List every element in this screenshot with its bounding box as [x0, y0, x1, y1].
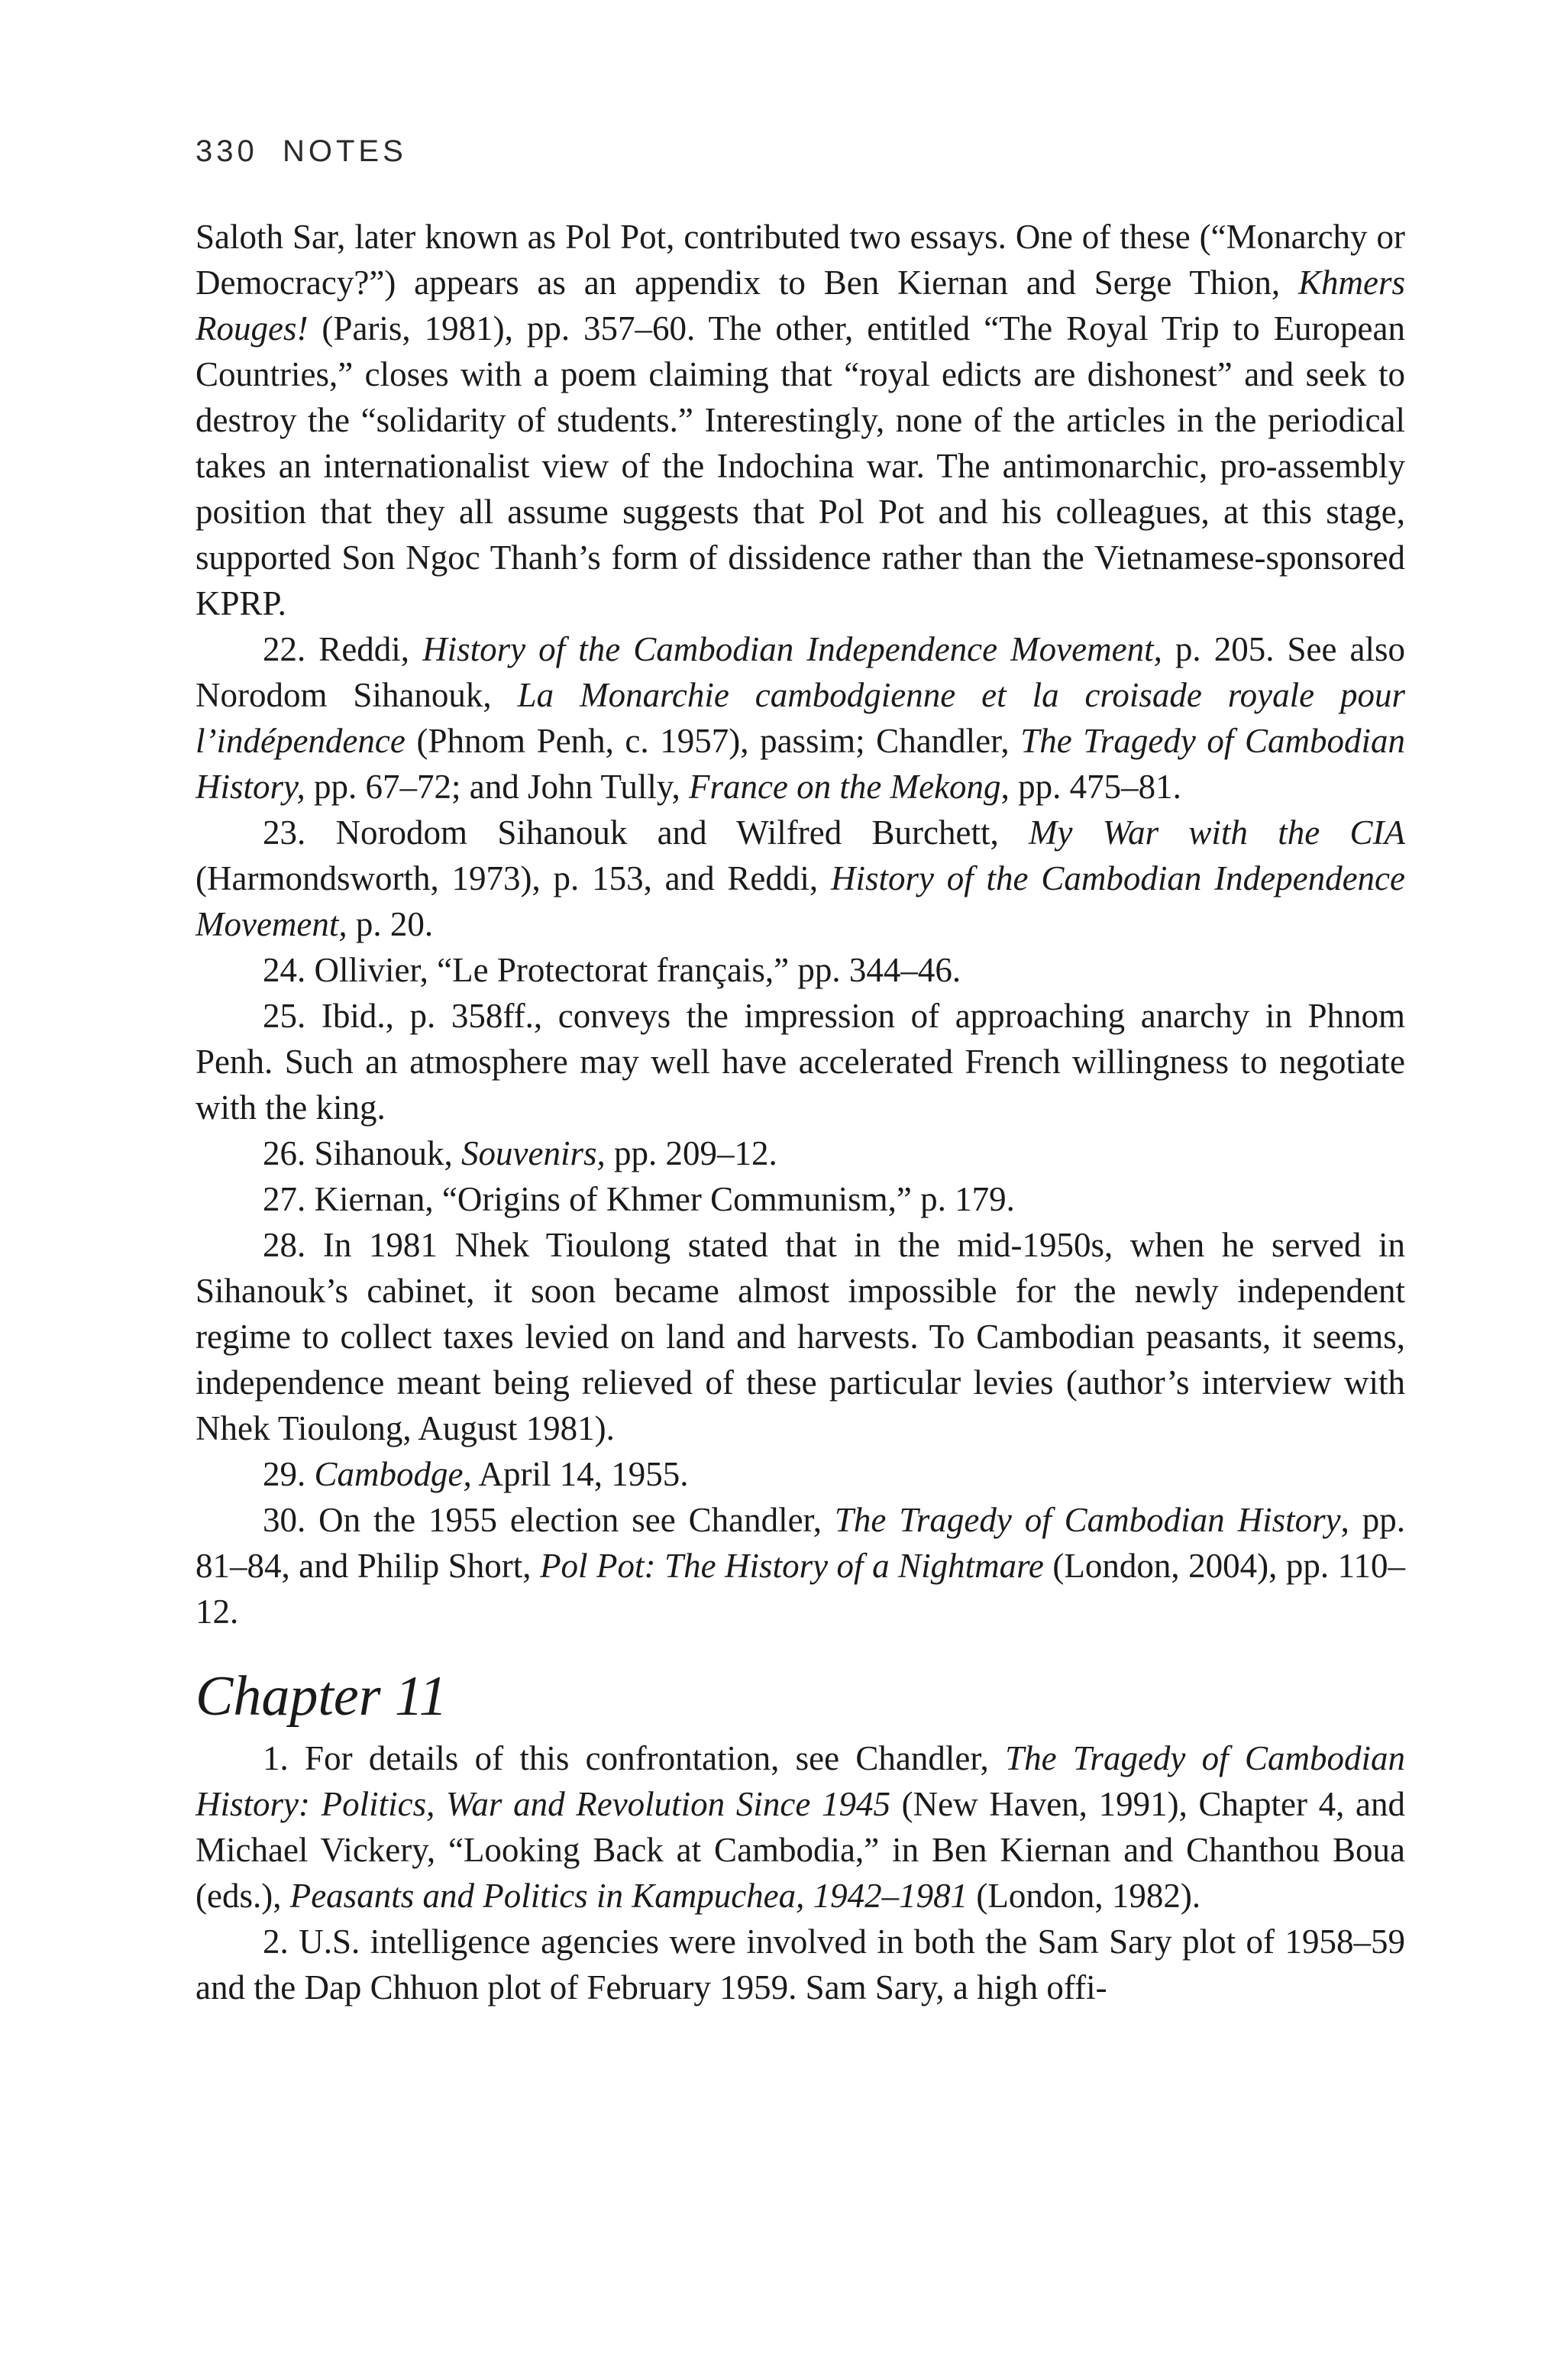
italic-text: Souvenirs,	[461, 1134, 606, 1172]
note-23	[196, 810, 1405, 947]
note-text: (Phnom Penh, c. 1957), passim; Chandler,	[405, 722, 1021, 760]
chapter-11-note-1	[196, 1735, 1405, 1919]
book-page	[196, 128, 1405, 2010]
note-text: 23. Norodom Sihanouk and Wilfred Burchett,	[263, 813, 1029, 852]
note-text: (New Haven, 1991), Chapter 4, and Michael Vickery, “Looking Back at Cambodia,” in Ben Kiernan and Chanthou Boua (eds.),	[196, 1785, 1405, 1915]
note-text: 29.	[263, 1455, 315, 1493]
italic-text: Khmers Rouges!	[196, 264, 1405, 348]
italic-text: Cambodge,	[314, 1455, 472, 1493]
note-text: April 14, 1955.	[471, 1455, 689, 1493]
note-26	[196, 1130, 1405, 1176]
note-30	[196, 1497, 1405, 1635]
note-text: (London, 2004), pp. 110–12.	[196, 1547, 1405, 1631]
note-text: 26. Sihanouk,	[263, 1134, 462, 1172]
running-head	[196, 128, 1405, 174]
note-28	[196, 1222, 1405, 1451]
note-text: 25. Ibid., p. 358ff., conveys the impression of approaching anarchy in Phnom Penh. Such an atmosphere may well have accelerated French willingness to negotiate with the king.	[196, 997, 1405, 1127]
italic-text: History of the Cambodian Independence Movement,	[196, 859, 1406, 943]
italic-text: Pol Pot: The History of a Nightmare	[540, 1547, 1044, 1585]
note-24	[196, 947, 1405, 993]
note-text: 2. U.S. intelligence agencies were involved in both the Sam Sary plot of 1958–59 and the Dap Chhuon plot of February 1959. Sam Sary, a high offi-	[196, 1922, 1405, 2007]
note-text: 28. In 1981 Nhek Tioulong stated that in the mid-1950s, when he served in Sihanouk’s cabinet, it soon became almost impossible for the newly independent regime to collect taxes levied on land and harvests. To Cambodian peasants, it seems, independence meant being relieved of these particular levies (author’s interview with Nhek Tioulong, August 1981).	[196, 1226, 1405, 1447]
note-text: p. 205. See also Norodom Sihanouk,	[196, 630, 1405, 714]
note-text: , pp. 475–81.	[1000, 768, 1181, 806]
note-text: pp. 67–72; and John Tully,	[305, 768, 689, 806]
note-text: 30. On the 1955 election see Chandler,	[263, 1501, 835, 1539]
italic-text: My War with the CIA	[1029, 813, 1405, 852]
italic-text: The Tragedy of Cambodian History	[834, 1501, 1341, 1539]
chapter-11-note-2	[196, 1919, 1405, 2010]
page-number: 330	[196, 134, 258, 168]
note-25	[196, 993, 1405, 1130]
italic-text: France on the Mekong	[688, 768, 1001, 806]
italic-text: The Tragedy of Cambodian History,	[196, 722, 1406, 806]
section-title: NOTES	[282, 134, 407, 168]
note-text: pp. 209–12.	[605, 1134, 777, 1172]
notes-list	[196, 214, 1405, 1635]
chapter-notes-list	[196, 1735, 1405, 2010]
note-22	[196, 626, 1405, 810]
note-text: 24. Ollivier, “Le Protectorat français,” pp. 344–46.	[263, 951, 961, 989]
note-text: (Paris, 1981), pp. 357–60. The other, entitled “The Royal Trip to European Countries,” closes with a poem claiming that “royal edicts are dishonest” and seek to destroy the “solidarity of students.” Interestingly, none of the articles in the periodical takes an internationalist view of the Indochina war. The antimonarchic, pro-assembly position that they all assume suggests that Pol Pot and his colleagues, at this stage, supported Son Ngoc Thanh’s form of dissidence rather than the Vietnamese-sponsored KPRP.	[196, 309, 1405, 622]
note-text: 1. For details of this confrontation, see Chandler,	[263, 1739, 1006, 1777]
note-27	[196, 1176, 1405, 1222]
note-text: 22. Reddi,	[263, 630, 423, 668]
chapter-heading: Chapter 11	[196, 1665, 448, 1728]
note-text: 27. Kiernan, “Origins of Khmer Communism,” p. 179.	[263, 1180, 1015, 1218]
italic-text: The Tragedy of Cambodian History: Politics, War and Revolution Since 1945	[196, 1739, 1405, 1823]
note-text: (London, 1982).	[968, 1877, 1201, 1915]
note-text: , pp. 81–84, and Philip Short,	[196, 1501, 1405, 1585]
note-29	[196, 1451, 1405, 1497]
italic-text: La Monarchie cambodgienne et la croisade royale pour l’indépendence	[196, 676, 1405, 760]
note-text: Saloth Sar, later known as Pol Pot, contributed two essays. One of these (“Monarchy or Democracy?”) appears as an appendix to Ben Kiernan and Serge Thion,	[196, 218, 1405, 302]
note-21-continued	[196, 214, 1405, 626]
note-text: (Harmondsworth, 1973), p. 153, and Reddi,	[196, 859, 831, 897]
italic-text: Peasants and Politics in Kampuchea, 1942–1981	[289, 1877, 968, 1915]
italic-text: History of the Cambodian Independence Movement,	[422, 630, 1162, 668]
note-text: p. 20.	[347, 905, 434, 943]
